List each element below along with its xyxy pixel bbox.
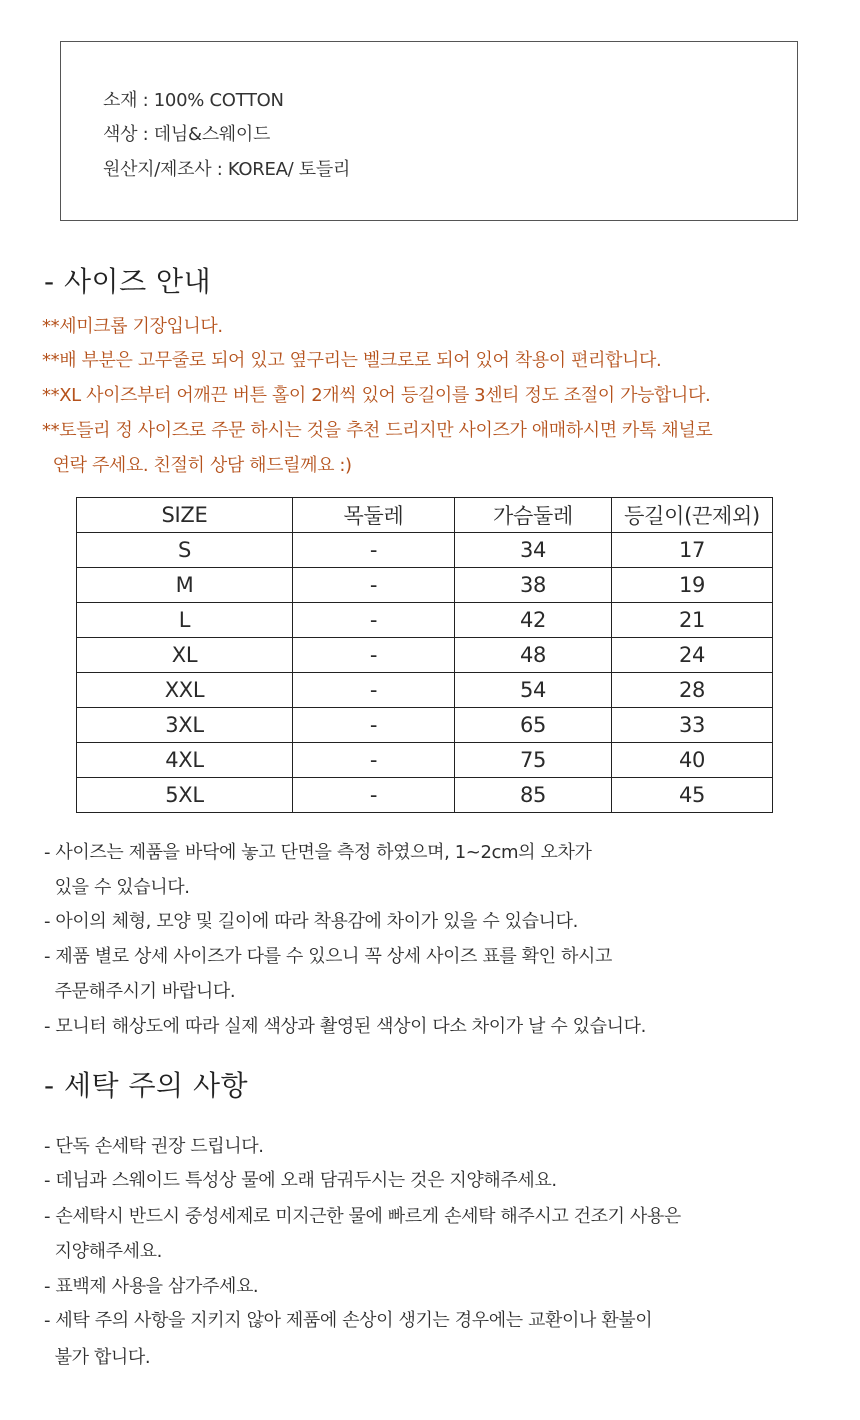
column-header: 등길이(끈제외) [612,498,773,533]
table-cell: - [293,708,455,743]
table-cell: 65 [455,708,612,743]
size-note: **배 부분은 고무줄로 되어 있고 옆구리는 벨크로로 되어 있어 착용이 편리합니다. [42,350,662,371]
column-header: SIZE [77,498,293,533]
table-cell: - [293,603,455,638]
color-line: 색상 : 데님&스웨이드 [103,124,271,145]
table-row [77,638,773,673]
size-note: **세미크롭 기장입니다. [42,316,223,337]
table-cell: 40 [612,743,773,778]
washing-line: 지양해주세요. [44,1241,162,1262]
table-cell: 17 [612,533,773,568]
size-note: **토들리 정 사이즈로 주문 하시는 것을 추천 드리지만 사이즈가 애매하시면 카톡 채널로 [42,420,713,441]
table-cell: 75 [455,743,612,778]
table-row [77,743,773,778]
size-disclaimer: - 사이즈는 제품을 바닥에 놓고 단면을 측정 하였으며, 1~2cm의 오차가 [44,842,592,863]
table-cell: - [293,743,455,778]
column-header: 가슴둘레 [455,498,612,533]
table-cell: 54 [455,673,612,708]
table-cell: S [77,533,293,568]
washing-line: - 데님과 스웨이드 특성상 물에 오래 담궈두시는 것은 지양해주세요. [44,1170,557,1191]
table-cell: 45 [612,778,773,813]
washing-line: - 표백제 사용을 삼가주세요. [44,1276,259,1297]
size-guide-heading: - 사이즈 안내 [44,265,212,298]
table-cell: 48 [455,638,612,673]
table-cell: - [293,673,455,708]
washing-line: 불가 합니다. [44,1347,151,1368]
size-table [76,497,773,813]
size-disclaimer: - 아이의 체형, 모양 및 길이에 따라 착용감에 차이가 있을 수 있습니다. [44,911,578,932]
table-cell: 28 [612,673,773,708]
table-cell: - [293,533,455,568]
table-cell: 21 [612,603,773,638]
washing-line: - 단독 손세탁 권장 드립니다. [44,1136,264,1157]
size-disclaimer: 주문해주시기 바랍니다. [44,981,236,1002]
table-cell: - [293,568,455,603]
column-header: 목둘레 [293,498,455,533]
table-cell: 85 [455,778,612,813]
origin-line: 원산지/제조사 : KOREA/ 토들리 [103,159,351,180]
table-cell: 4XL [77,743,293,778]
table-row [77,533,773,568]
size-disclaimer: 있을 수 있습니다. [44,877,190,898]
table-cell: 5XL [77,778,293,813]
washing-line: - 세탁 주의 사항을 지키지 않아 제품에 손상이 생기는 경우에는 교환이나 환불이 [44,1310,653,1331]
table-cell: 42 [455,603,612,638]
table-cell: M [77,568,293,603]
table-row [77,603,773,638]
washing-line: - 손세탁시 반드시 중성세제로 미지근한 물에 빠르게 손세탁 해주시고 건조기 사용은 [44,1206,681,1227]
table-cell: 24 [612,638,773,673]
table-cell: XXL [77,673,293,708]
size-note: **XL 사이즈부터 어깨끈 버튼 홀이 2개씩 있어 등길이를 3센티 정도 조절이 가능합니다. [42,385,711,406]
washing-heading: - 세탁 주의 사항 [44,1069,249,1102]
table-cell: 38 [455,568,612,603]
table-cell: 3XL [77,708,293,743]
table-cell: 19 [612,568,773,603]
table-header-row [77,498,773,533]
material-line: 소재 : 100% COTTON [103,90,284,111]
table-cell: 33 [612,708,773,743]
table-row [77,568,773,603]
table-cell: 34 [455,533,612,568]
table-cell: - [293,778,455,813]
size-disclaimer: - 제품 별로 상세 사이즈가 다를 수 있으니 꼭 상세 사이즈 표를 확인 하시고 [44,946,612,967]
table-row [77,708,773,743]
table-cell: L [77,603,293,638]
table-row [77,673,773,708]
table-row [77,778,773,813]
material-info-box [60,41,798,221]
table-cell: XL [77,638,293,673]
size-disclaimer: - 모니터 해상도에 따라 실제 색상과 촬영된 색상이 다소 차이가 날 수 있습니다. [44,1016,646,1037]
size-note: 연락 주세요. 친절히 상담 해드릴께요 :) [42,455,352,476]
table-cell: - [293,638,455,673]
